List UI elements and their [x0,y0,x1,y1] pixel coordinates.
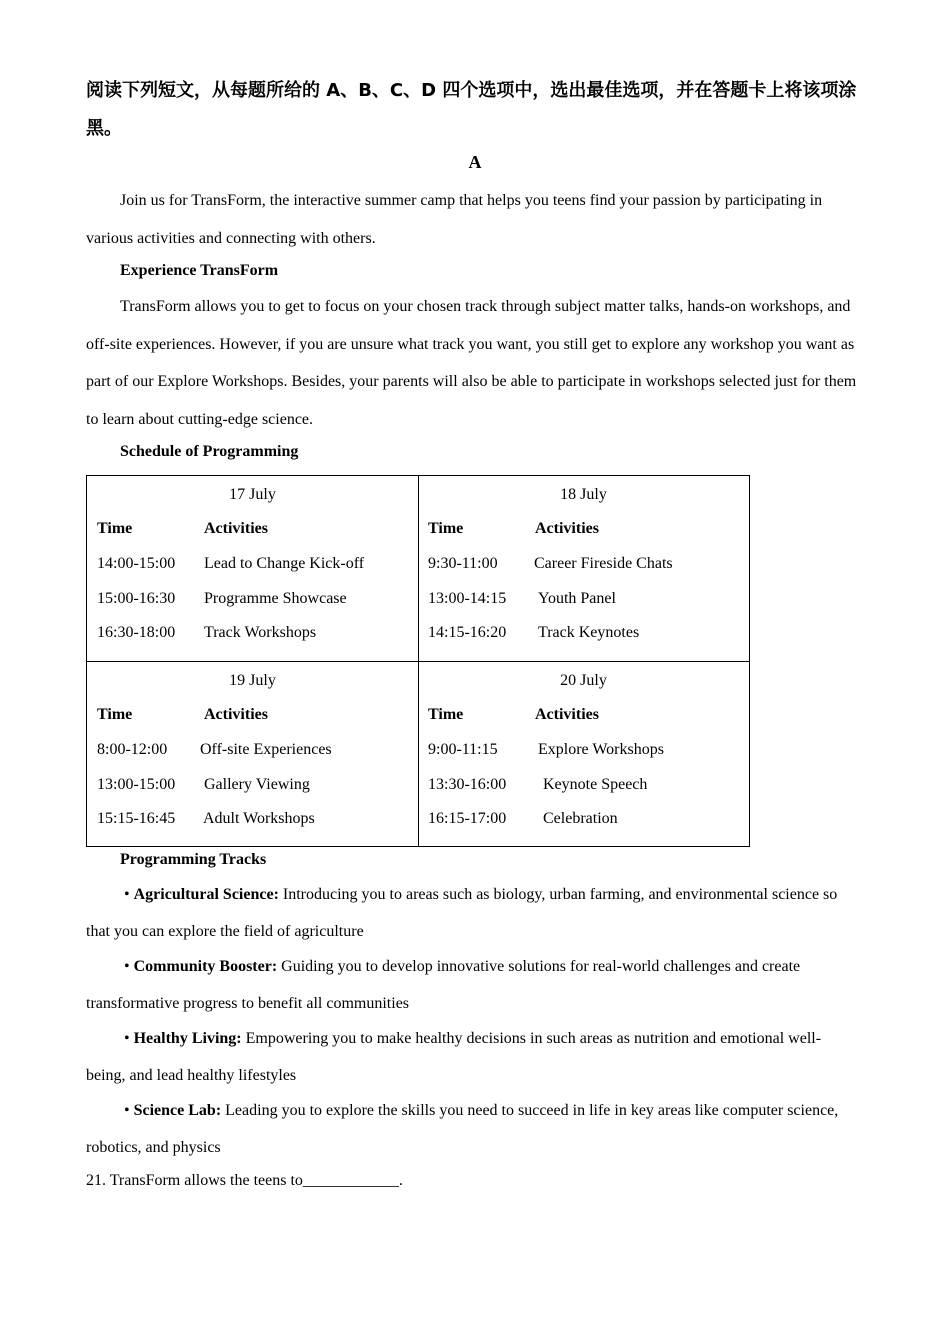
activities-header: Activities [204,520,268,537]
schedule-cell-day-2 [418,476,749,661]
time-cell: 16:30-18:00 [97,624,176,641]
time-cell: 15:15-16:45 [97,810,176,827]
track-desc: Empowering you to make healthy decisions in such areas as nutrition and emotional well-being, and lead healthy lifestyles [86,1030,822,1084]
track-item [86,948,858,1022]
track-desc: Leading you to explore the skills you need to succeed in life in key areas like computer science, robotics, and physics [86,1102,839,1156]
time-cell: 13:00-15:00 [97,776,176,793]
experience-heading: Experience TransForm [120,262,279,279]
instruction-text: 阅读下列短文，从每题所给的 A、B、C、D 四个选项中，选出最佳选项，并在答题卡上将该项涂黑。 [86,80,857,139]
day-date: 17 July [229,486,276,503]
track-item [86,1020,858,1094]
schedule-table [86,475,750,847]
schedule-cell-day-1 [87,476,418,661]
activity-cell: Lead to Change Kick-off [204,555,365,572]
activities-header: Activities [535,706,599,723]
time-cell: 9:00-11:15 [428,741,498,758]
time-cell: 8:00-12:00 [97,741,168,758]
activity-cell: Explore Workshops [538,741,664,758]
time-cell: 14:15-16:20 [428,624,507,641]
time-cell: 14:00-15:00 [97,555,176,572]
time-header: Time [97,520,133,537]
track-item [86,1092,858,1166]
track-name: Healthy Living: [133,1030,242,1047]
bullet: • [124,886,130,903]
time-cell: 13:00-14:15 [428,590,507,607]
activities-header: Activities [204,706,268,723]
track-desc: Guiding you to develop innovative solutions for real-world challenges and create transformative progress to benefit all communities [86,958,801,1012]
activity-cell: Gallery Viewing [204,776,310,793]
activity-cell: Track Keynotes [538,624,640,641]
bullet: • [124,1102,130,1119]
track-name: Community Booster: [133,958,278,975]
section-title: A [468,152,482,172]
activity-cell: Celebration [543,810,618,827]
activity-cell: Keynote Speech [543,776,648,793]
track-desc: Introducing you to areas such as biology, urban farming, and environmental science so that you can explore the field of agriculture [86,886,838,940]
intro-paragraph: Join us for TransForm, the interactive summer camp that helps you teens find your passion by participating in various activities and connecting with others. [86,192,823,247]
activity-cell: Programme Showcase [204,590,347,607]
time-header: Time [428,520,464,537]
time-cell: 9:30-11:00 [428,555,498,572]
time-cell: 16:15-17:00 [428,810,507,827]
activity-cell: Off-site Experiences [200,741,332,758]
bullet: • [124,1030,130,1047]
time-header: Time [428,706,464,723]
tracks-heading: Programming Tracks [120,851,267,868]
activity-cell: Career Fireside Chats [534,555,673,572]
question-21: 21. TransForm allows the teens to____________. [86,1172,403,1189]
experience-paragraph: TransForm allows you to get to focus on your chosen track through subject matter talks, hands-on workshops, and off-site experiences. However, if you are unsure what track you want, you still get to explore any workshop you want as part of our Explore Workshops. Besides, your parents will also be able to participate in workshops selected just for them to learn about cutting-edge science. [86,298,857,428]
time-cell: 13:30-16:00 [428,776,507,793]
time-cell: 15:00-16:30 [97,590,176,607]
track-name: Science Lab: [133,1102,222,1119]
schedule-cell-day-3 [87,662,418,847]
track-item [86,876,858,950]
activity-cell: Track Workshops [204,624,317,641]
day-date: 19 July [229,672,276,689]
track-name: Agricultural Science: [133,886,279,903]
schedule-cell-day-4 [418,662,749,847]
activity-cell: Adult Workshops [203,810,315,827]
activity-cell: Youth Panel [538,590,616,607]
activities-header: Activities [535,520,599,537]
day-date: 20 July [560,672,607,689]
schedule-heading: Schedule of Programming [120,443,299,460]
time-header: Time [97,706,133,723]
bullet: • [124,958,130,975]
day-date: 18 July [560,486,607,503]
